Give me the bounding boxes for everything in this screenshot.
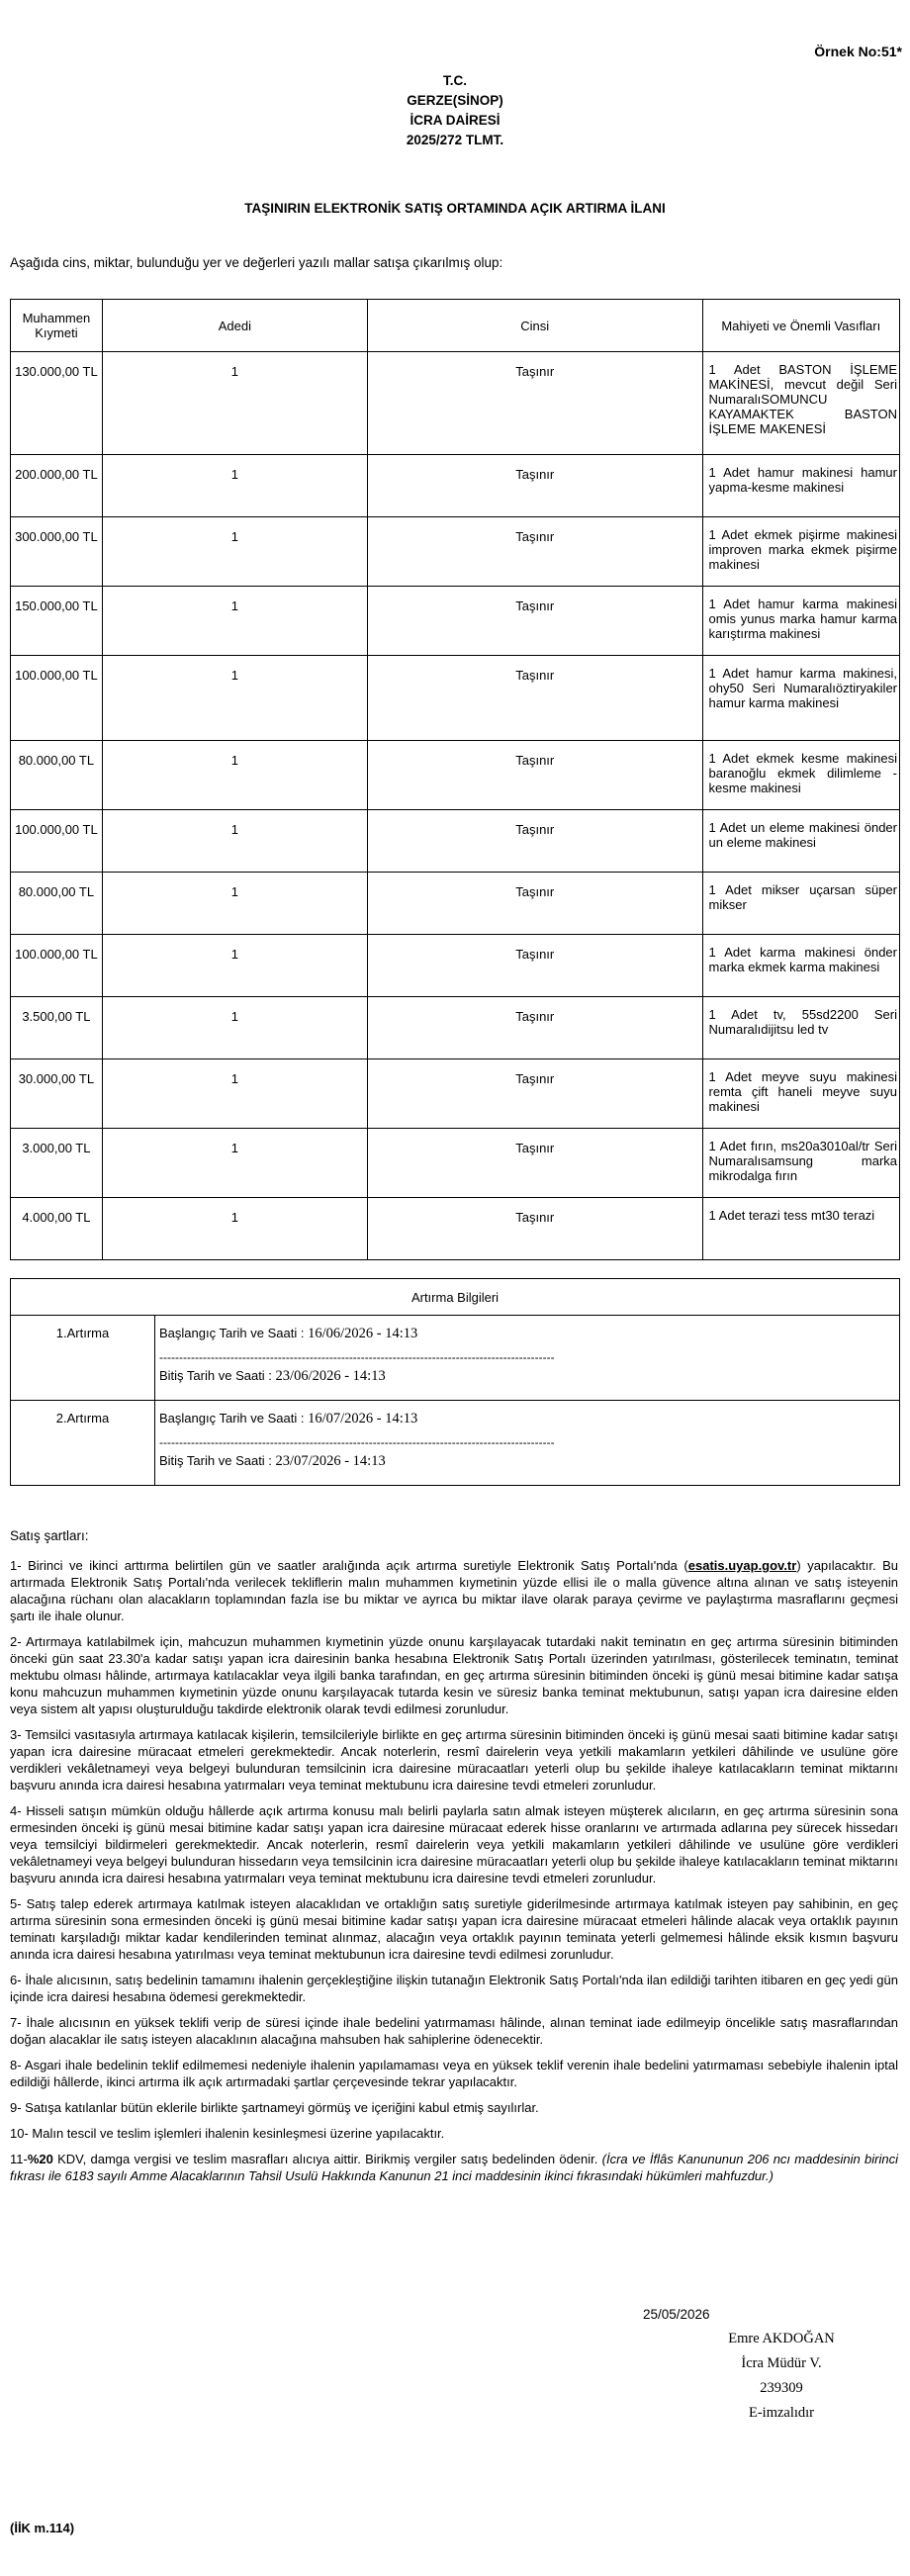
auction-info-header-row	[11, 1279, 900, 1316]
cell-value: 100.000,00 TL	[11, 935, 103, 997]
table-row	[11, 656, 900, 741]
term-9: 9- Satışa katılanlar bütün eklerile birlikte şartnameyi görmüş ve içeriğini kabul etmiş sayılırlar.	[10, 2100, 539, 2115]
signer-name: Emre AKDOĞAN	[728, 2331, 835, 2346]
cell-qty: 1	[102, 741, 367, 810]
cell-desc: 1 Adet BASTON İŞLEME MAKİNESİ, mevcut değil Seri NumaralıSOMUNCU KAYAMAKTEK BASTON İŞLEME MAKENESİ	[708, 362, 897, 436]
cell-value: 80.000,00 TL	[11, 873, 103, 935]
separator-dashes: ----------------------------------------------------------------------------------------------------	[159, 1435, 555, 1449]
cell-value: 130.000,00 TL	[11, 352, 103, 455]
col-header-desc: Mahiyeti ve Önemli Vasıfları	[702, 300, 899, 352]
cell-qty: 1	[102, 455, 367, 517]
term-2: 2- Artırmaya katılabilmek için, mahcuzun muhammen kıymetinin yüzde onunu karşılayacak tutardaki nakit teminatın en geç artırma süresinin bitiminden önceki gün saat 23.30'a kadar satışı yapan icra dairesinin banka hesabına Elektronik Satış Portalı üzerinden yatırılması, gösterilecek teminatın, teminat mektubu olması hâlinde, artırmaya katılacaklar veya ilgili banka tarafından, en geç artırma süresinin bitiminden önceki iş günü mesai bitimine kadar satışa konu mahcuzun muhammen kıymetinin yüzde onunu karşılayacak tutarda kesin ve süresiz banka teminat mektubunun, satışı yapan icra dairesine elden veya sistem alt yapısı oluşturulduğu takdirde elektronik olarak tevdi edilmesi zorunludur.	[10, 1634, 898, 1716]
table-row	[11, 1198, 900, 1260]
table-row	[11, 1129, 900, 1198]
cell-type: Taşınır	[367, 873, 702, 935]
cell-desc: 1 Adet hamur karma makinesi omis yunus marka hamur karma karıştırma makinesi	[708, 597, 897, 641]
cell-type: Taşınır	[367, 656, 702, 741]
cell-desc: 1 Adet tv, 55sd2200 Seri Numaralıdijitsu led tv	[708, 1007, 897, 1037]
cell-value: 100.000,00 TL	[11, 810, 103, 873]
col-header-value: Muhammen Kıymeti	[11, 300, 103, 352]
term-7: 7- İhale alıcısının en yüksek teklifi verip de süresi içinde ihale bedelini yatırmaması hâlinde, alınan teminat iade edilmeyip öncelikle satış masraflarından doğan alacaklar ile satış isteyen alacaklının alacağına mahsuben hak sahiplerine ödenecektir.	[10, 2015, 898, 2047]
auction-info-table	[10, 1278, 900, 1486]
cell-qty: 1	[102, 517, 367, 587]
cell-value: 80.000,00 TL	[11, 741, 103, 810]
term-1: 1- Birinci ve ikinci arttırma belirtilen gün ve saatler aralığında açık artırma suretiyle Elektronik Satış Portalı'nda (esatis.uyap.gov.tr) yapılacaktır. Bu artırmada Elektronik Satış Portalı'nda verilecek tekliflerin malın muhammen kıymetinin yüzde ellisi ile o malla güvence altına alınan ve satış isteyenin alacağına rüchanı olan alacakların toplamından fazla ise bu miktar ve ayrıca bu miktar ilave olarak paraya çevirme ve paylaştırma masraflarını geçmesi şartı ile ihale olunur.	[10, 1558, 898, 1623]
cell-desc: 1 Adet fırın, ms20a3010al/tr Seri Numaralısamsung marka mikrodalga fırın	[708, 1139, 897, 1183]
term-1-rest: ) yapılacaktır. Bu artırmada Elektronik Satış Portalı'nda verilecek tekliflerin malın muhammen kıymetinin yüzde ellisi ile o malla güvence altına alınan ve satış isteyenin alacağına rüchanı olan alacakların toplamından fazla ise bu miktar ve ayrıca bu miktar ilave olarak paraya çevirme ve paylaştırma masraflarını geçmesi şartı ile ihale olunur.	[10, 1558, 898, 1623]
terms-list	[10, 1557, 898, 2193]
cell-qty: 1	[102, 656, 367, 741]
cell-desc: 1 Adet hamur karma makinesi, ohy50 Seri Numaralıöztiryakiler hamur karma makinesi	[708, 666, 897, 710]
cell-type: Taşınır	[367, 810, 702, 873]
table-row	[11, 935, 900, 997]
header-line-office: İCRA DAİRESİ	[410, 113, 500, 128]
cell-value: 150.000,00 TL	[11, 587, 103, 656]
cell-qty: 1	[102, 352, 367, 455]
start-label: Başlangıç Tarih ve Saati :	[159, 1411, 309, 1426]
cell-qty: 1	[102, 1059, 367, 1129]
term-10: 10- Malın tescil ve teslim işlemleri ihalenin kesinleşmesi üzerine yapılacaktır.	[10, 2126, 445, 2141]
cell-value: 3.500,00 TL	[11, 997, 103, 1059]
end-datetime: 23/06/2026 - 14:13	[275, 1368, 386, 1384]
header-line-tc: T.C.	[442, 73, 467, 88]
cell-desc: 1 Adet un eleme makinesi önder un eleme makinesi	[708, 820, 897, 850]
cell-value: 4.000,00 TL	[11, 1198, 103, 1260]
col-header-qty: Adedi	[102, 300, 367, 352]
form-number: Örnek No:51*	[814, 44, 902, 59]
document-header	[0, 71, 910, 150]
cell-desc: 1 Adet karma makinesi önder marka ekmek karma makinesi	[708, 945, 897, 974]
header-line-city: GERZE(SİNOP)	[407, 93, 503, 108]
signature-block	[682, 2327, 880, 2426]
table-row	[11, 587, 900, 656]
cell-desc: 1 Adet terazi tess mt30 terazi	[708, 1208, 875, 1223]
items-table	[10, 299, 900, 1260]
signer-number: 239309	[760, 2380, 803, 2396]
cell-value: 300.000,00 TL	[11, 517, 103, 587]
term-8: 8- Asgari ihale bedelinin teklif edilmemesi nedeniyle ihalenin yapılamaması veya en yüksek teklif verenin ihale bedelini yatırmaması sebebiyle ihalenin iptal edildiği hâllerde, ikinci artırma ilk açık artırmadaki şartlar çerçevesinde tekrar yapılacaktır.	[10, 2058, 898, 2089]
cell-type: Taşınır	[367, 517, 702, 587]
auction-round-row	[11, 1316, 900, 1401]
auction-info-header: Artırma Bilgileri	[11, 1279, 900, 1316]
term-3: 3- Temsilci vasıtasıyla artırmaya katılacak kişilerin, temsilcileriyle birlikte en geç artırma süresinin bitiminden önceki iş günü mesai saati bitimine kadar satışı yapan icra dairesine müracaat etmeleri gerekmektedir. Ancak noterlerin, resmî dairelerin veya yetkili makamların yetkileri dâhilinde ve usulüne göre verdikleri vekâletnameyi veya belgeyi bulunduran temsilcinin icra dairesine müracaatları yeterli olup bu şekilde ihaleye katılacakların teminat miktarını başvuru anında icra dairesi hesabına yatırmaları veya teminat mektubunu icra dairesine tevdi etmeleri zorunludur.	[10, 1727, 898, 1793]
term-5: 5- Satış talep ederek artırmaya katılmak isteyen alacaklıdan ve ortaklığın satış suretiyle giderilmesinde artırmaya katılmak isteyen pay sahibinin, en geç artırma süresinin sona ermesinden önceki iş günü mesai bitimine kadar satışı yapan icra dairesine müracaat etmeleri hâlinde alacak veya ortaklık payının teminatı karşıladığı miktar kadar kendilerinden teminat alınmaz, alacağın veya ortaklık payının teminata yeterli gelmemesi hâlinde eksik kısmın başvuru anında icra dairesi hesabına yatırılması veya teminat mektubunun icra dairesine tevdi edilmesi zorunludur.	[10, 1896, 898, 1962]
table-row	[11, 455, 900, 517]
auction-round-label: 2.Artırma	[11, 1401, 155, 1486]
table-row	[11, 1059, 900, 1129]
footer-reference: (İİK m.114)	[10, 2521, 75, 2535]
cell-type: Taşınır	[367, 1059, 702, 1129]
end-label: Bitiş Tarih ve Saati :	[159, 1368, 276, 1383]
document-title: TAŞINIRIN ELEKTRONİK SATIŞ ORTAMINDA AÇIK ARTIRMA İLANI	[244, 201, 666, 216]
intro-text: Aşağıda cins, miktar, bulunduğu yer ve değerleri yazılı mallar satışa çıkarılmış olup:	[10, 255, 503, 270]
table-row	[11, 517, 900, 587]
cell-value: 200.000,00 TL	[11, 455, 103, 517]
cell-qty: 1	[102, 873, 367, 935]
end-label: Bitiş Tarih ve Saati :	[159, 1453, 276, 1468]
end-datetime: 23/07/2026 - 14:13	[275, 1453, 386, 1469]
cell-desc: 1 Adet ekmek kesme makinesi baranoğlu ekmek dilimleme - kesme makinesi	[708, 751, 897, 795]
start-datetime: 16/07/2026 - 14:13	[308, 1411, 418, 1426]
cell-type: Taşınır	[367, 455, 702, 517]
table-row	[11, 810, 900, 873]
auction-round-row	[11, 1401, 900, 1486]
col-header-type: Cinsi	[367, 300, 702, 352]
cell-desc: 1 Adet ekmek pişirme makinesi improven marka ekmek pişirme makinesi	[708, 527, 897, 572]
cell-value: 100.000,00 TL	[11, 656, 103, 741]
cell-type: Taşınır	[367, 587, 702, 656]
cell-desc: 1 Adet meyve suyu makinesi remta çift haneli meyve suyu makinesi	[708, 1069, 897, 1114]
esatis-link[interactable]: esatis.uyap.gov.tr	[687, 1558, 797, 1573]
cell-qty: 1	[102, 1129, 367, 1198]
items-table-header-row	[11, 300, 900, 352]
table-row	[11, 997, 900, 1059]
signer-role: İcra Müdür V.	[741, 2355, 822, 2371]
term-4: 4- Hisseli satışın mümkün olduğu hâllerde açık artırma konusu malı belirli paylarla satın almak isteyen müşterek alıcıların, en geç artırma süresinin sona ermesinden önceki iş günü mesai bitimine kadar satışı yapan icra dairesine müracaat ederek hisse oranlarını ve artırmada adlarına pey sürecek hissedarı veya temsilciyi bildirmeleri gerekmektedir. Ancak noterlerin, resmî dairelerin veya yetkili makamların yetkileri dâhilinde ve usulüne göre verdikleri vekâletnameyi veya belgeyi bulunduran hissedarın veya temsilcinin icra dairesine müracaatları yeterli olup bu şekilde ihaleye katılacakların teminat miktarını başvuru anında icra dairesi hesabına yatırmaları veya teminat mektubunu icra dairesine tevdi etmeleri zorunludur.	[10, 1803, 898, 1886]
table-row	[11, 741, 900, 810]
start-datetime: 16/06/2026 - 14:13	[308, 1326, 418, 1341]
cell-qty: 1	[102, 1198, 367, 1260]
cell-value: 30.000,00 TL	[11, 1059, 103, 1129]
cell-qty: 1	[102, 810, 367, 873]
cell-qty: 1	[102, 935, 367, 997]
start-label: Başlangıç Tarih ve Saati :	[159, 1326, 309, 1340]
term-6: 6- İhale alıcısının, satış bedelinin tamamını ihalenin gerçekleştiğine ilişkin tutanağın Elektronik Satış Portalı'nda ilan edildiği tarihten itibaren en geç yedi gün içinde icra dairesi hesabına ödemesi gerekmektedir.	[10, 1973, 898, 2004]
separator-dashes: ----------------------------------------------------------------------------------------------------	[159, 1350, 555, 1364]
document-date: 25/05/2026	[643, 2307, 710, 2322]
e-signature-note: E-imzalıdır	[748, 2405, 815, 2421]
cell-value: 3.000,00 TL	[11, 1129, 103, 1198]
cell-type: Taşınır	[367, 1129, 702, 1198]
header-line-file-no: 2025/272 TLMT.	[406, 133, 504, 147]
cell-type: Taşınır	[367, 741, 702, 810]
terms-title: Satış şartları:	[10, 1528, 89, 1543]
cell-qty: 1	[102, 587, 367, 656]
cell-type: Taşınır	[367, 352, 702, 455]
cell-type: Taşınır	[367, 997, 702, 1059]
auction-round-label: 1.Artırma	[11, 1316, 155, 1401]
table-row	[11, 352, 900, 455]
cell-qty: 1	[102, 997, 367, 1059]
cell-desc: 1 Adet mikser uçarsan süper mikser	[708, 882, 897, 912]
cell-desc: 1 Adet hamur makinesi hamur yapma-kesme makinesi	[708, 465, 897, 495]
cell-type: Taşınır	[367, 935, 702, 997]
term-11: 11-%20 KDV, damga vergisi ve teslim masrafları alıcıya aittir. Birikmiş vergiler satış bedelinden ödenir. (İcra ve İflâs Kanununun 206 ncı maddesinin birinci fıkrası ile 6183 sayılı Amme Alacaklarının Tahsil Usulü Hakkında Kanunun 21 inci maddesinin ikinci fıkrasındaki hükümleri mahfuzdur.)	[10, 2152, 898, 2183]
cell-type: Taşınır	[367, 1198, 702, 1260]
table-row	[11, 873, 900, 935]
